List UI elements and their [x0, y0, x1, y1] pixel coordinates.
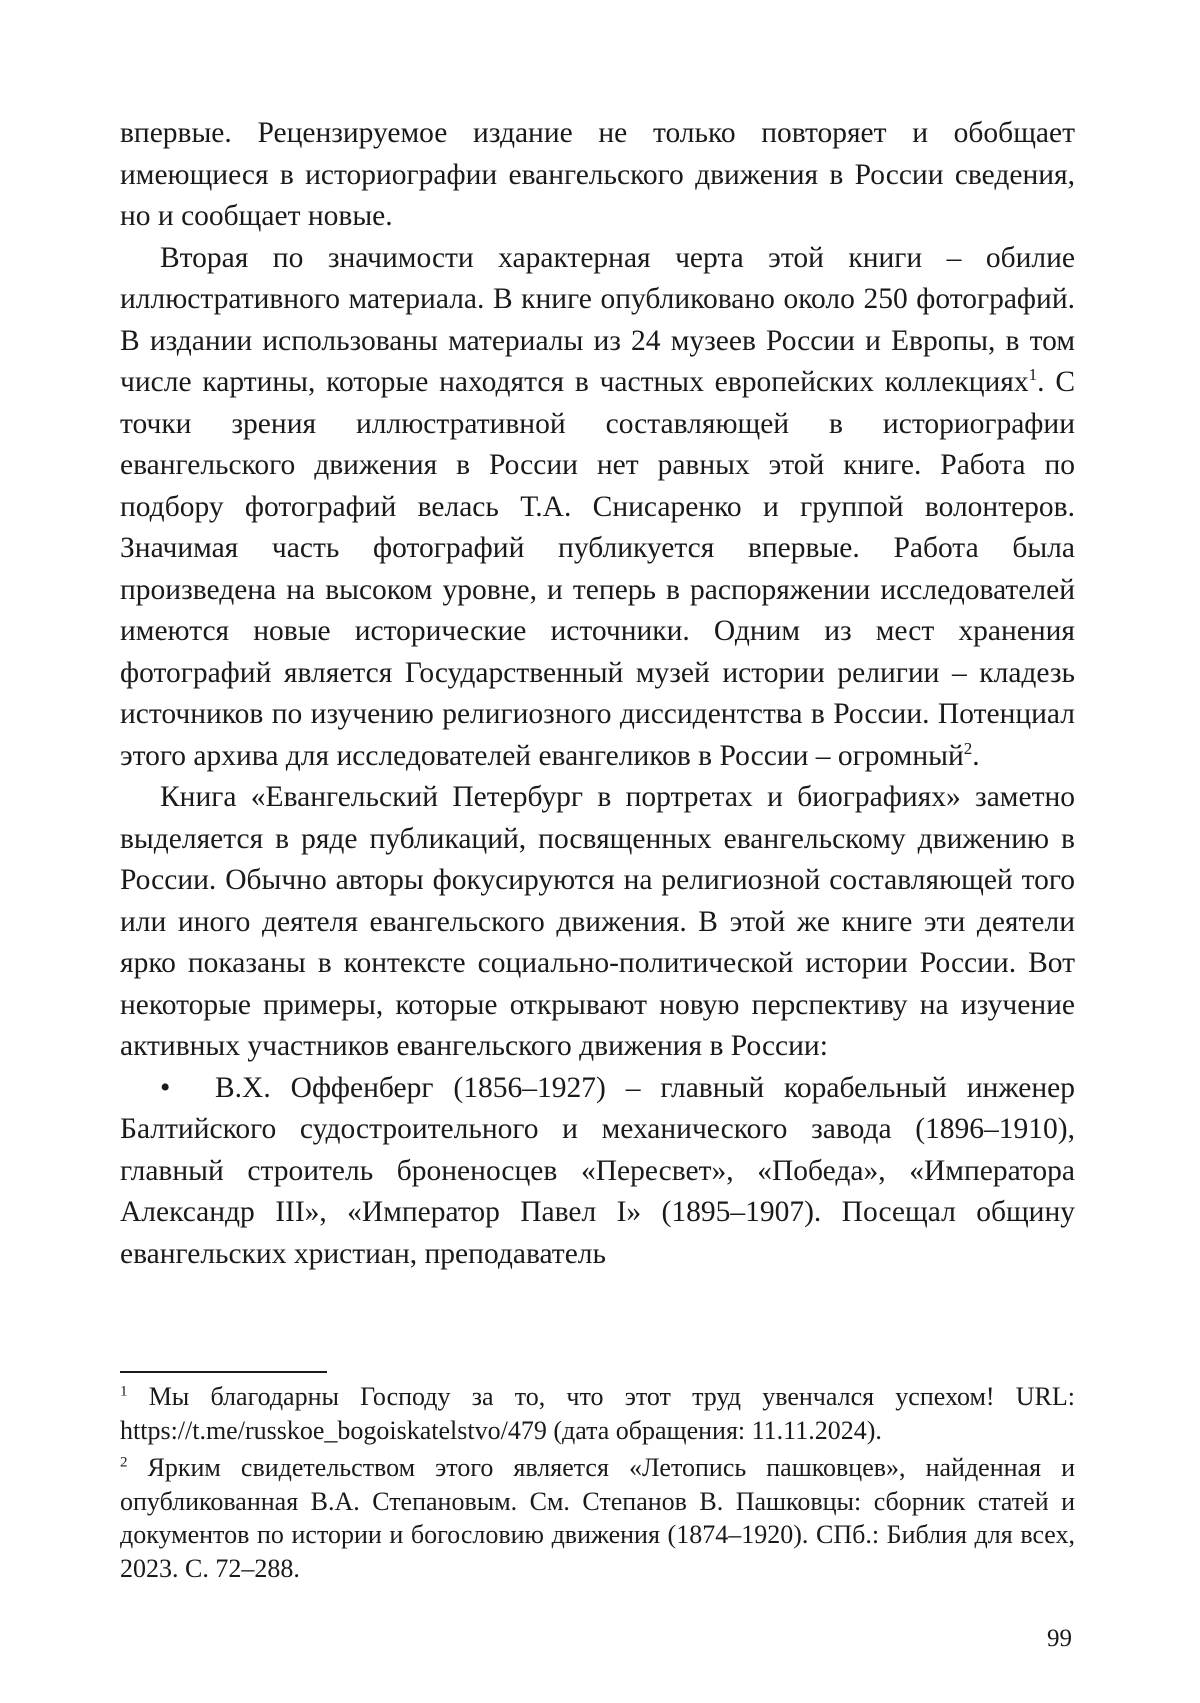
footnote-1 — [120, 1380, 1075, 1447]
footnotes — [120, 1380, 1075, 1585]
paragraph-3: Книга «Евангельский Петербург в портретах и биографиях» заметно выделяется в ряде публикаций, посвященных евангельскому движению в России. Обычно авторы фокусируются на религиозной составляющей того или иного деятеля евангельского движения. В этой же книге эти деятели ярко показаны в контексте социально-политической истории России. Вот некоторые примеры, которые открывают новую перспективу на изучение активных участников евангельского движения в России: — [120, 777, 1075, 1068]
footnote-1-text: Мы благодарны Господу за то, что этот труд увенчался успехом! URL: https://t.me/russkoe_bogoiskatelstvo/479 (дата обращения: 11.11.2024). — [120, 1382, 1075, 1445]
footnote-2-text: Ярким свидетельством этого является «Летопись пашковцев», найденная и опубликованная В.А. Степановым. См. Степанов В. Пашковцы: сборник статей и документов по истории и богословию движения (1874–1920). СПб.: Библия для всех, 2023. С. 72–288. — [120, 1453, 1075, 1583]
footnote-2 — [120, 1451, 1075, 1585]
main-text — [120, 113, 1075, 1275]
paragraph-1: впервые. Рецензируемое издание не только повторяет и обобщает имеющиеся в историографии евангельского движения в России сведения, но и сообщает новые. — [120, 113, 1075, 238]
page-number: 99 — [1047, 1625, 1072, 1653]
footnote-2-mark: 2 — [120, 1454, 128, 1470]
paragraph-2-part-a: Вторая по значимости характерная черта этой книги – обилие иллюстративного материала. В книге опубликовано около 250 фотографий. В издании использованы материалы из 24 музеев России и Европы, в том числе картины, которые находятся в частных европейских коллекциях — [120, 242, 1075, 399]
bullet-item-1 — [120, 1068, 1075, 1276]
paragraph-2 — [120, 238, 1075, 778]
footnote-ref-1[interactable]: 1 — [1029, 365, 1038, 384]
paragraph-2-part-c: . — [972, 740, 979, 772]
bullet-marker: • — [120, 1068, 215, 1110]
book-page — [0, 0, 1200, 1703]
bullet-item-1-text: В.Х. Оффенберг (1856–1927) – главный корабельный инженер Балтийского судостроительного и механического завода (1896–1910), главный строитель броненосцев «Пересвет», «Победа», «Императора Александр III», «Император Павел I» (1895–1907). Посещал общину евангельских христиан, преподаватель — [120, 1072, 1075, 1270]
footnote-ref-2[interactable]: 2 — [964, 739, 973, 758]
footnote-separator — [120, 1371, 327, 1373]
footnote-1-mark: 1 — [120, 1383, 128, 1399]
paragraph-2-part-b: . С точки зрения иллюстративной составляющей в историографии евангельского движения в России нет равных этой книге. Работа по подбору фотографий велась Т.А. Снисаренко и группой волонтеров. Значимая часть фотографий публикуется впервые. Работа была произведена на высоком уровне, и теперь в распоряжении исследователей имеются новые исторические источники. Одним из мест хранения фотографий является Государственный музей истории религии – кладезь источников по изучению религиозного диссидентства в России. Потенциал этого архива для исследователей евангеликов в России – огромный — [120, 366, 1075, 772]
